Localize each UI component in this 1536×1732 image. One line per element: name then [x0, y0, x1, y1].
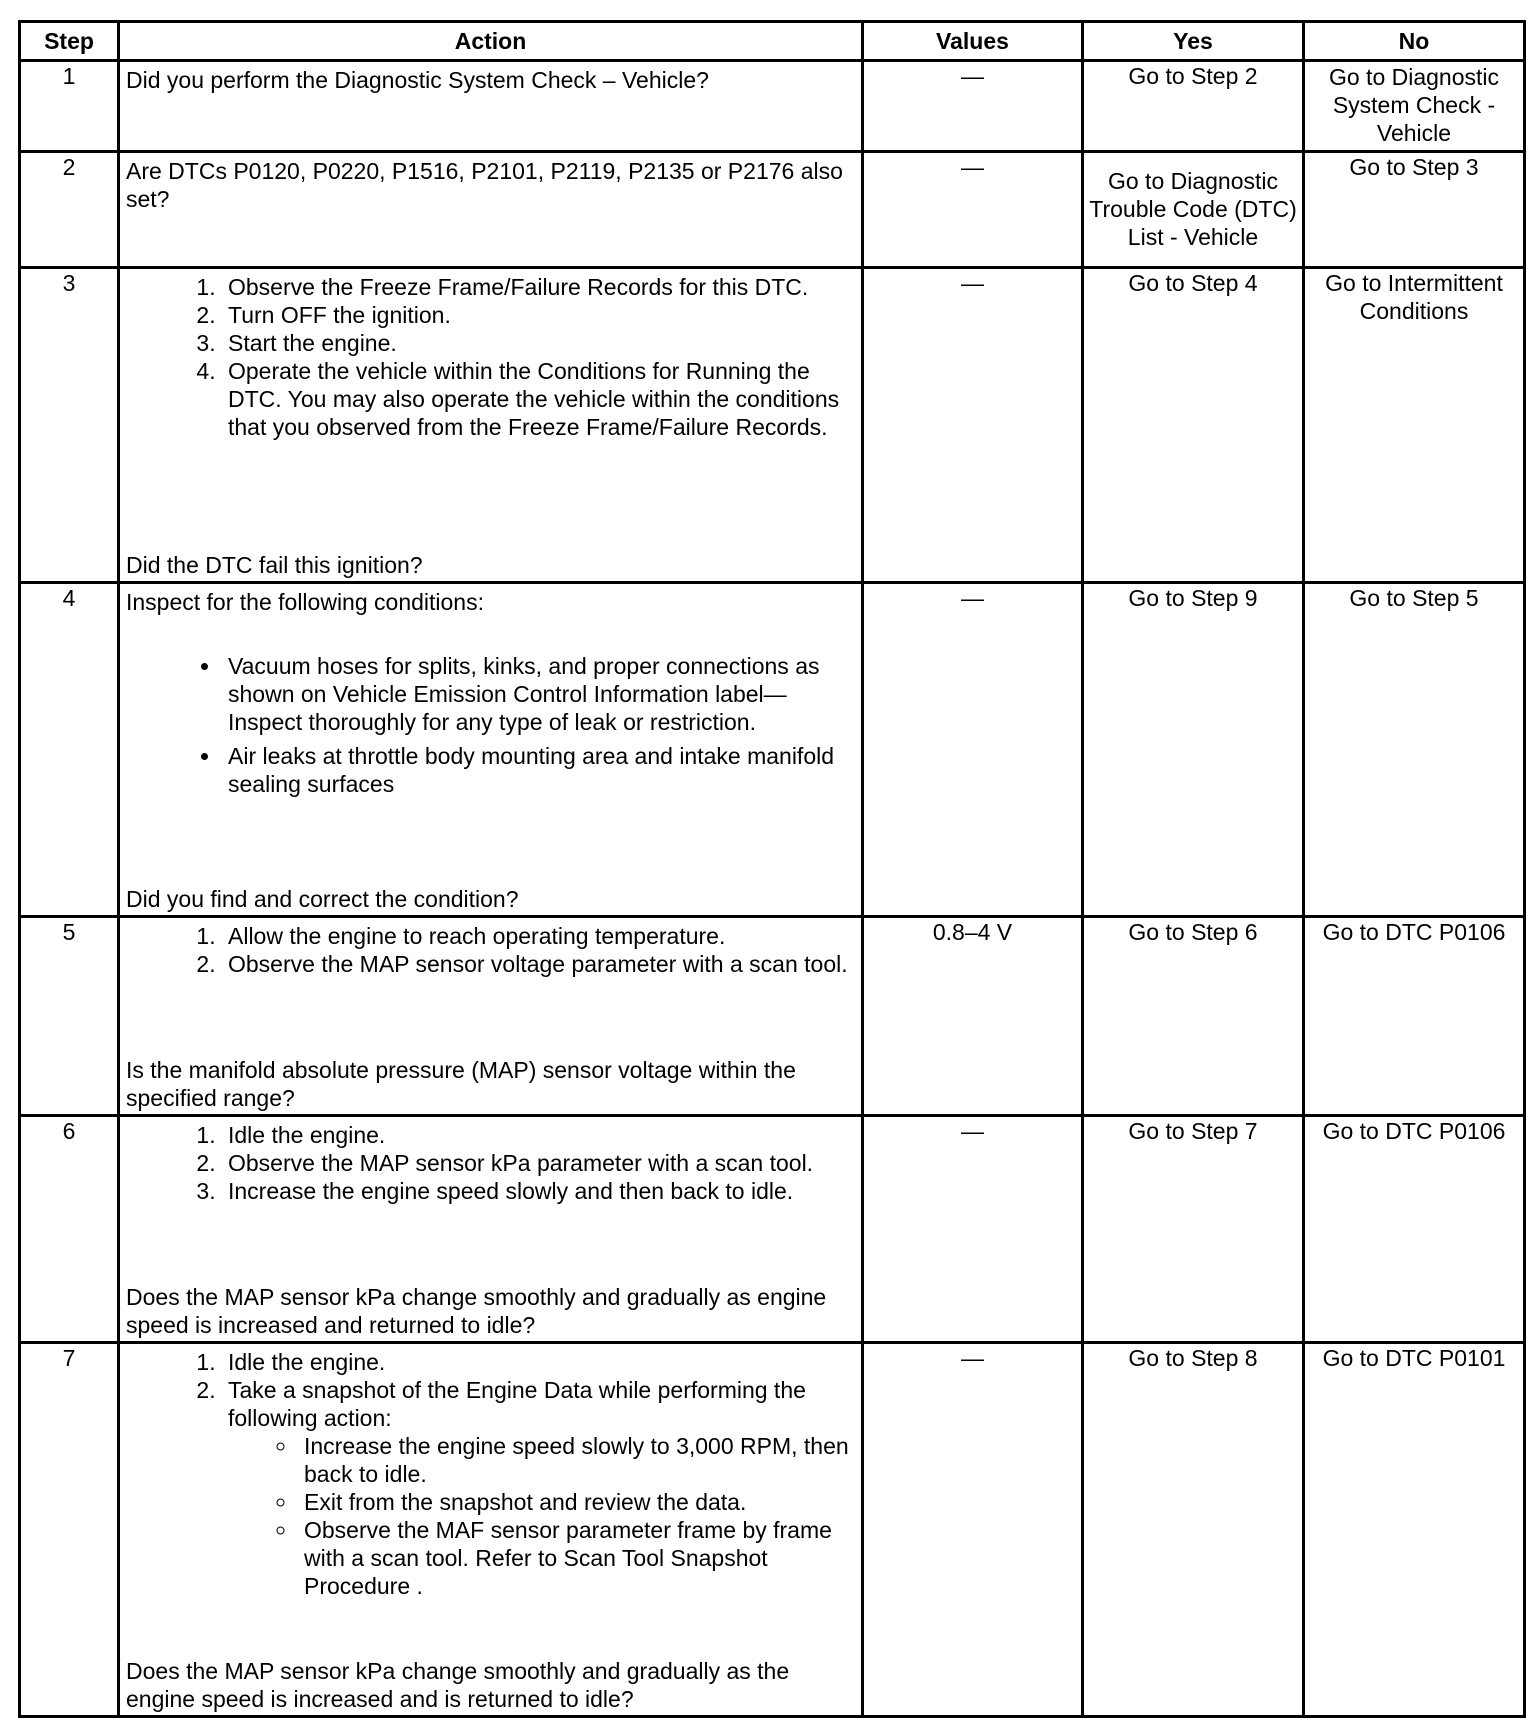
action-cell — [120, 153, 861, 266]
no-link[interactable]: Go to Intermittent Conditions — [1305, 269, 1523, 581]
numbered-steps — [126, 1121, 853, 1205]
step-number: 1 — [21, 62, 117, 150]
values-cell: — — [864, 1117, 1081, 1341]
yes-link[interactable]: Go to Diagnostic Trouble Code (DTC) List - Vehicle — [1084, 153, 1302, 266]
table-row — [21, 153, 1523, 266]
header-action: Action — [120, 23, 861, 59]
header-yes: Yes — [1084, 23, 1302, 59]
no-link[interactable]: Go to Diagnostic System Check - Vehicle — [1305, 62, 1523, 150]
yes-link[interactable]: Go to Step 9 — [1084, 584, 1302, 915]
action-question: Are DTCs P0120, P0220, P1516, P2101, P2119, P2135 or P2176 also set? — [126, 158, 843, 213]
action-question: Did you perform the Diagnostic System Check – Vehicle? — [126, 67, 709, 94]
step-number: 3 — [21, 269, 117, 581]
sub-list-item: ◦ Observe the MAF sensor parameter frame by frame with a scan tool. Refer to Scan Tool Snapshot Procedure . — [298, 1516, 853, 1600]
action-question: Does the MAP sensor kPa change smoothly and gradually as engine speed is increased and returned to idle? — [126, 1283, 827, 1338]
values-cell: 0.8–4 V — [864, 918, 1081, 1114]
yes-link[interactable]: Go to Step 4 — [1084, 269, 1302, 581]
numbered-steps — [126, 922, 853, 978]
list-item: 1. Idle the engine. — [222, 1348, 853, 1376]
action-question: Did you find and correct the condition? — [126, 885, 519, 912]
table-header-row — [21, 23, 1523, 59]
action-cell — [120, 1344, 861, 1715]
sub-list-item: ◦ Exit from the snapshot and review the data. — [298, 1488, 853, 1516]
numbered-steps — [126, 273, 853, 441]
list-item: 2. Observe the MAP sensor kPa parameter with a scan tool. — [222, 1149, 853, 1177]
diagnostic-table — [18, 20, 1526, 1718]
yes-link[interactable]: Go to Step 8 — [1084, 1344, 1302, 1715]
values-cell: — — [864, 1344, 1081, 1715]
list-item: 2. Observe the MAP sensor voltage parameter with a scan tool. — [222, 950, 853, 978]
list-item: 1. Allow the engine to reach operating temperature. — [222, 922, 853, 950]
table-row — [21, 62, 1523, 150]
list-item: • Vacuum hoses for splits, kinks, and proper connections as shown on Vehicle Emission Control Information label—Inspect thoroughly for any type of leak or restriction. — [222, 652, 853, 736]
list-item: 3. Increase the engine speed slowly and then back to idle. — [222, 1177, 853, 1205]
yes-link[interactable]: Go to Step 6 — [1084, 918, 1302, 1114]
table-row — [21, 1117, 1523, 1341]
action-cell — [120, 62, 861, 150]
no-link[interactable]: Go to Step 3 — [1305, 153, 1523, 266]
numbered-steps — [126, 1348, 853, 1600]
list-item: 1. Observe the Freeze Frame/Failure Records for this DTC. — [222, 273, 853, 301]
table-row — [21, 1344, 1523, 1715]
sub-list — [228, 1432, 853, 1600]
list-item-text: Take a snapshot of the Engine Data while performing the following action: — [228, 1376, 806, 1431]
step-number: 5 — [21, 918, 117, 1114]
header-step: Step — [21, 23, 117, 59]
list-item: 3. Start the engine. — [222, 329, 853, 357]
yes-link[interactable]: Go to Step 2 — [1084, 62, 1302, 150]
yes-link[interactable]: Go to Step 7 — [1084, 1117, 1302, 1341]
table-row — [21, 584, 1523, 915]
values-cell: — — [864, 153, 1081, 266]
step-number: 6 — [21, 1117, 117, 1341]
header-values: Values — [864, 23, 1081, 59]
no-link[interactable]: Go to DTC P0106 — [1305, 1117, 1523, 1341]
header-no: No — [1305, 23, 1523, 59]
step-number: 4 — [21, 584, 117, 915]
table-row — [21, 269, 1523, 581]
action-cell — [120, 269, 861, 581]
list-item: 1. Idle the engine. — [222, 1121, 853, 1149]
action-question: Did the DTC fail this ignition? — [126, 551, 423, 578]
list-item: 4. Operate the vehicle within the Conditions for Running the DTC. You may also operate the vehicle within the conditions that you observed from the Freeze Frame/Failure Records. — [222, 357, 853, 441]
no-link[interactable]: Go to Step 5 — [1305, 584, 1523, 915]
bullet-list — [126, 652, 853, 798]
list-item: 2. Turn OFF the ignition. — [222, 301, 853, 329]
values-cell: — — [864, 269, 1081, 581]
diagnostic-table-frame — [18, 20, 1523, 1718]
list-item — [222, 1376, 853, 1600]
action-cell — [120, 1117, 861, 1341]
table-row — [21, 918, 1523, 1114]
action-question: Is the manifold absolute pressure (MAP) sensor voltage within the specified range? — [126, 1056, 796, 1111]
values-cell: — — [864, 62, 1081, 150]
values-cell: — — [864, 584, 1081, 915]
no-link[interactable]: Go to DTC P0101 — [1305, 1344, 1523, 1715]
list-item: • Air leaks at throttle body mounting area and intake manifold sealing surfaces — [222, 742, 853, 798]
sub-list-item: ◦ Increase the engine speed slowly to 3,000 RPM, then back to idle. — [298, 1432, 853, 1488]
no-link[interactable]: Go to DTC P0106 — [1305, 918, 1523, 1114]
action-cell — [120, 584, 861, 915]
action-question: Does the MAP sensor kPa change smoothly and gradually as the engine speed is increased and is returned to idle? — [126, 1658, 790, 1712]
action-cell — [120, 918, 861, 1114]
action-intro: Inspect for the following conditions: — [126, 588, 484, 615]
step-number: 7 — [21, 1344, 117, 1715]
step-number: 2 — [21, 153, 117, 266]
